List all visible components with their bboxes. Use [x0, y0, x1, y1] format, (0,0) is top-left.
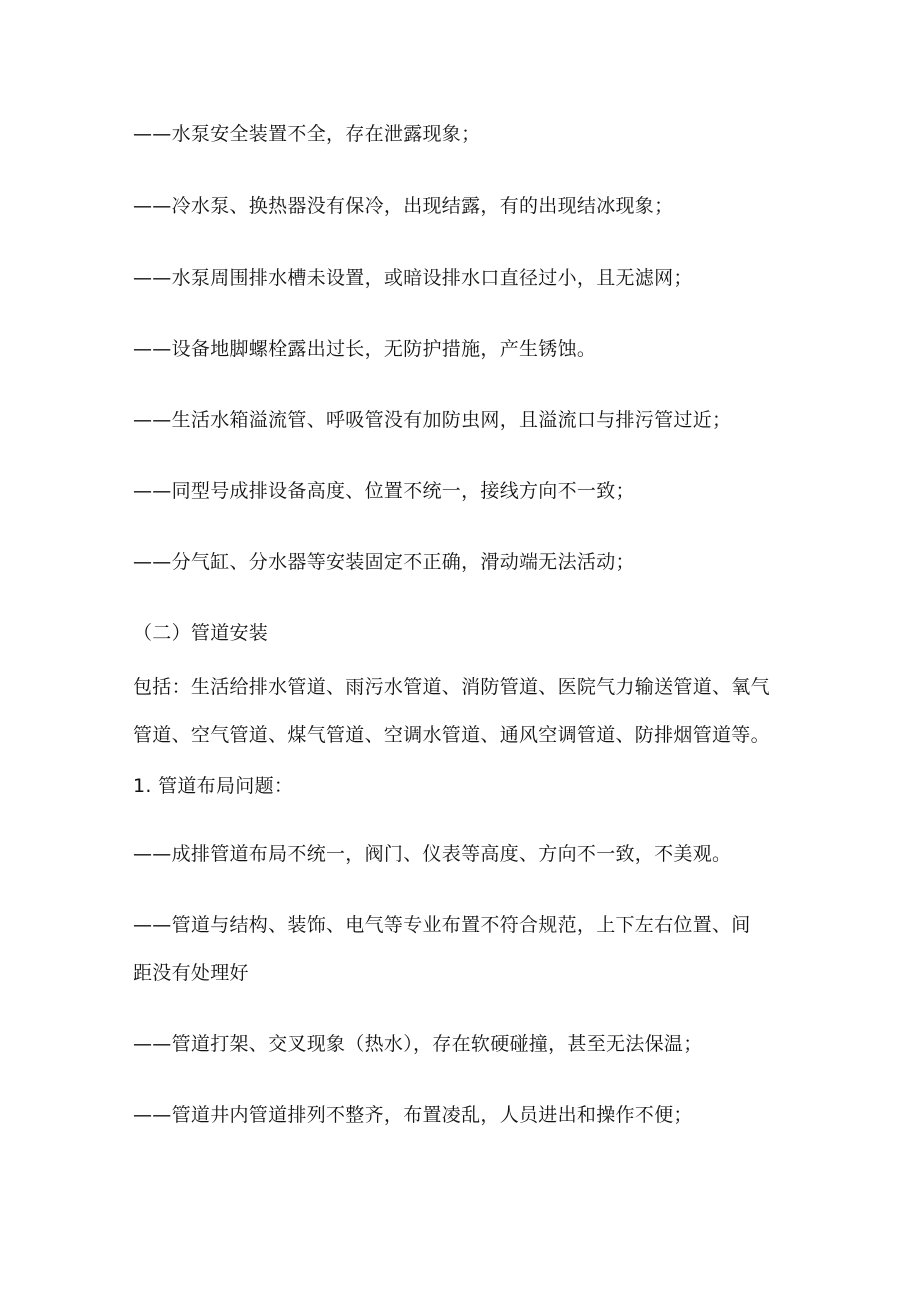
text-line: 管道、空气管道、煤气管道、空调水管道、通风空调管道、防排烟管道等。: [133, 724, 770, 746]
text-line: ——成排管道布局不统一，阀门、仪表等高度、方向不一致，不美观。: [133, 843, 732, 865]
text-line: ——管道与结构、装饰、电气等专业布置不符合规范，上下左右位置、间: [133, 914, 751, 936]
text-line: ——冷水泵、换热器没有保冷，出现结露，有的出现结冰现象；: [133, 195, 674, 217]
text-line: 距没有处理好: [133, 962, 249, 984]
text-line: ——分气缸、分水器等安装固定不正确，滑动端无法活动；: [133, 551, 635, 573]
text-line: ——水泵安全装置不全，存在泄露现象；: [133, 123, 481, 145]
text-line: ——管道井内管道排列不整齐，布置凌乱，人员进出和操作不便；: [133, 1104, 693, 1126]
section-heading: （二）管道安装: [133, 622, 269, 644]
text-line: ——管道打架、交叉现象（热水），存在软硬碰撞，甚至无法保温；: [133, 1033, 703, 1055]
subsection-heading: 1. 管道布局问题：: [133, 775, 294, 797]
text-line: ——同型号成排设备高度、位置不统一，接线方向不一致；: [133, 480, 635, 502]
text-line: ——水泵周围排水槽未设置，或暗设排水口直径过小，且无滤网；: [133, 267, 693, 289]
text-line: ——生活水箱溢流管、呼吸管没有加防虫网，且溢流口与排污管过近；: [133, 409, 732, 431]
text-line: ——设备地脚螺栓露出过长，无防护措施，产生锈蚀。: [133, 338, 597, 360]
text-line: 包括：生活给排水管道、雨污水管道、消防管道、医院气力输送管道、氧气: [133, 676, 770, 698]
